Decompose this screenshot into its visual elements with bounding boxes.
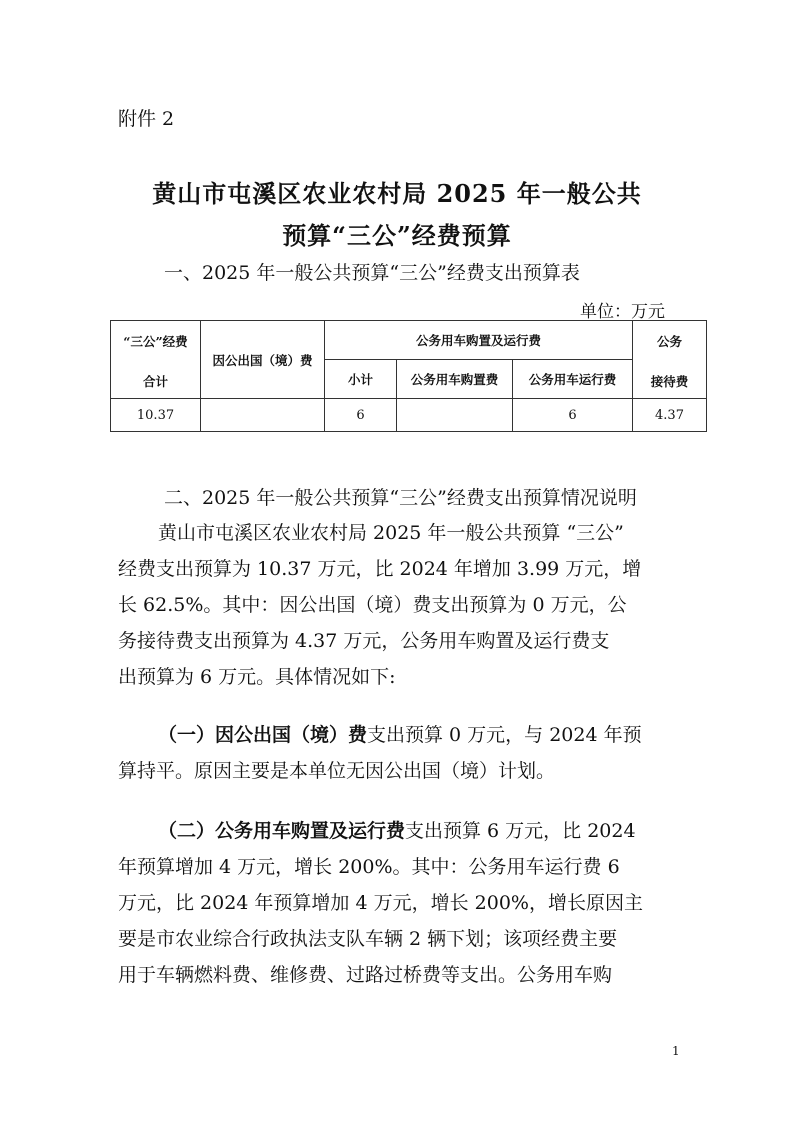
summary-line-5: 出预算为 6 万元。具体情况如下:: [118, 666, 396, 688]
abroad-line-2: 算持平。原因主要是本单位无因公出国（境）计划。: [118, 760, 556, 782]
budget-table: [110, 320, 707, 432]
cell-total: 10.37: [111, 399, 201, 432]
header-reception: [633, 321, 707, 399]
header-total: [111, 321, 201, 399]
table-row: [111, 399, 707, 432]
vehicle-line-4: 要是市农业综合行政执法支队车辆 2 辆下划；该项经费主要: [118, 928, 618, 950]
vehicle-line-2: 年预算增加 4 万元，增长 200%。其中：公务用车运行费 6: [118, 856, 620, 878]
unit-label: 单位：万元: [580, 302, 665, 322]
cell-vehicle-operation: 6: [513, 399, 633, 432]
header-abroad: 因公出国（境）费: [201, 321, 325, 399]
section1-heading: 一、2025 年一般公共预算“三公”经费支出预算表: [164, 262, 580, 284]
summary-line-3: 长 62.5%。其中：因公出国（境）费支出预算为 0 万元，公: [118, 594, 627, 616]
summary-line-4: 务接待费支出预算为 4.37 万元，公务用车购置及运行费支: [118, 630, 610, 652]
header-total-top: “三公”经费: [123, 333, 188, 349]
attachment-label: 附件 2: [118, 108, 175, 130]
header-subtotal: 小计: [325, 360, 397, 399]
cell-reception: 4.37: [633, 399, 707, 432]
vehicle-line-3: 万元，比 2024 年预算增加 4 万元，增长 200%，增长原因主: [118, 892, 643, 914]
header-reception-top: 公务: [657, 333, 683, 349]
vehicle-heading: （二）公务用车购置及运行费: [158, 820, 406, 842]
vehicle-line-1-text: 支出预算 6 万元，比 2024: [405, 820, 636, 842]
paragraph-vehicle: [118, 813, 688, 993]
page-number: 1: [672, 1044, 680, 1058]
abroad-heading: （一）因公出国（境）费: [158, 724, 368, 746]
document-title-line1: 黄山市屯溪区农业农村局 2025 年一般公共: [152, 179, 642, 208]
document-title-line2: 预算“三公”经费预算: [282, 221, 512, 250]
summary-line-2: 经费支出预算为 10.37 万元，比 2024 年增加 3.99 万元，增: [118, 558, 642, 580]
summary-line-1-text: 黄山市屯溪区农业农村局 2025 年一般公共预算 “三公”: [158, 522, 624, 544]
vehicle-line-5: 用于车辆燃料费、维修费、过路过桥费等支出。公务用车购: [118, 964, 613, 986]
header-vehicle-purchase: 公务用车购置费: [397, 360, 513, 399]
paragraph-abroad: [118, 717, 688, 789]
paragraph-summary: [118, 515, 688, 695]
vehicle-line-1: [118, 813, 688, 849]
header-vehicle-operation: 公务用车运行费: [513, 360, 633, 399]
cell-abroad: [201, 399, 325, 432]
cell-vehicle-purchase: [397, 399, 513, 432]
abroad-line-1-text: 支出预算 0 万元，与 2024 年预: [367, 724, 642, 746]
cell-subtotal: 6: [325, 399, 397, 432]
section2-heading: 二、2025 年一般公共预算“三公”经费支出预算情况说明: [164, 487, 637, 509]
header-reception-bottom: 接待费: [650, 373, 689, 389]
header-vehicle-group: 公务用车购置及运行费: [325, 321, 633, 360]
abroad-line-1: [118, 717, 688, 753]
summary-line-1: [118, 515, 688, 551]
header-total-bottom: 合计: [142, 373, 168, 389]
